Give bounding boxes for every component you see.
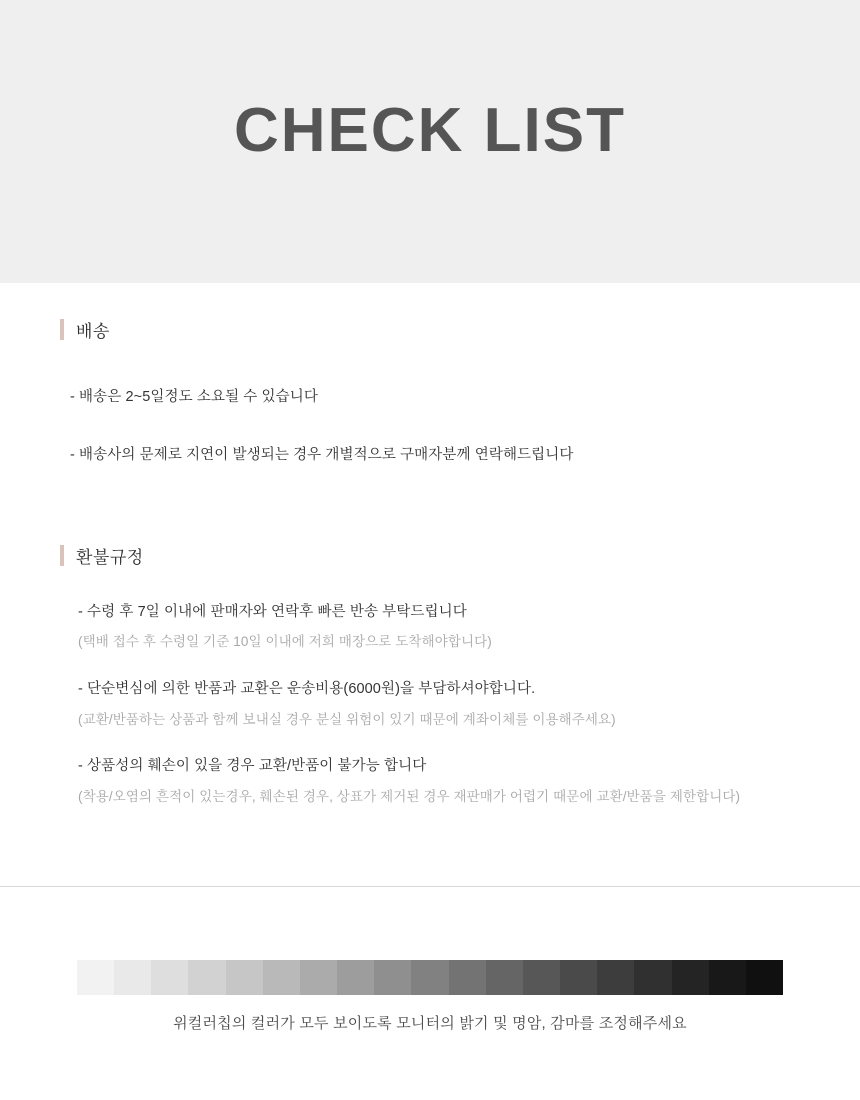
refund-bullet-3: - 상품성의 훼손이 있을 경우 교환/반품이 불가능 합니다 [78,758,427,775]
color-chip [411,960,448,995]
section-heading-delivery [60,317,800,342]
color-chip [114,960,151,995]
color-chip [597,960,634,995]
color-chip [560,960,597,995]
color-chip [226,960,263,995]
section-divider [0,886,860,887]
content-area [0,317,860,808]
refund-note-2: (교환/반품하는 상품과 함께 보내실 경우 분실 위험이 있기 때문에 계좌이체를 이용해주세요) [78,711,616,727]
color-chip [188,960,225,995]
page-title: CHECK LIST [234,95,626,165]
color-chip [337,960,374,995]
refund-bullet-2: - 단순변심에 의한 반품과 교환은 운송비용(6000원)을 부담하셔야합니다. [78,680,536,697]
accent-bar-icon [60,319,64,340]
color-chip [634,960,671,995]
color-chip [709,960,746,995]
section-delivery [60,317,800,467]
color-chip [672,960,709,995]
color-chip [374,960,411,995]
refund-item-2 [78,679,800,730]
color-chip [746,960,783,995]
section-title-delivery: 배송 [76,322,110,341]
color-chip [449,960,486,995]
delivery-bullet-1: - 배송은 2~5일정도 소요될 수 있습니다 [70,389,318,405]
header-band [0,0,860,283]
refund-note-3: (착용/오염의 흔적이 있는경우, 훼손된 경우, 상표가 제거된 경우 재판매가 어렵기 때문에 교환/반품을 제한합니다) [78,788,741,804]
section-heading-refund [60,543,800,568]
refund-note-1: (택배 접수 후 수령일 기준 10일 이내에 저희 매장으로 도착해야합니다) [78,634,492,650]
color-chip [151,960,188,995]
color-chips [77,960,783,995]
color-chip [523,960,560,995]
section-refund [60,543,800,808]
refund-bullet-1: - 수령 후 7일 이내에 판매자와 연락후 빠른 반송 부탁드립니다 [78,603,467,620]
section-title-refund: 환불규정 [76,547,144,567]
color-chip [77,960,114,995]
color-chip-strip [0,960,860,995]
color-chip [486,960,523,995]
refund-item-3 [78,756,800,807]
refund-item-1 [78,602,800,653]
accent-bar-icon [60,545,64,566]
color-chip-caption: 위컬러칩의 컬러가 모두 보이도록 모니터의 밝기 및 명암, 감마를 조정해주세요 [173,1015,687,1032]
color-chip [300,960,337,995]
color-chip [263,960,300,995]
delivery-bullet-2: - 배송사의 문제로 지연이 발생되는 경우 개별적으로 구매자분께 연락해드립니다 [70,446,574,463]
